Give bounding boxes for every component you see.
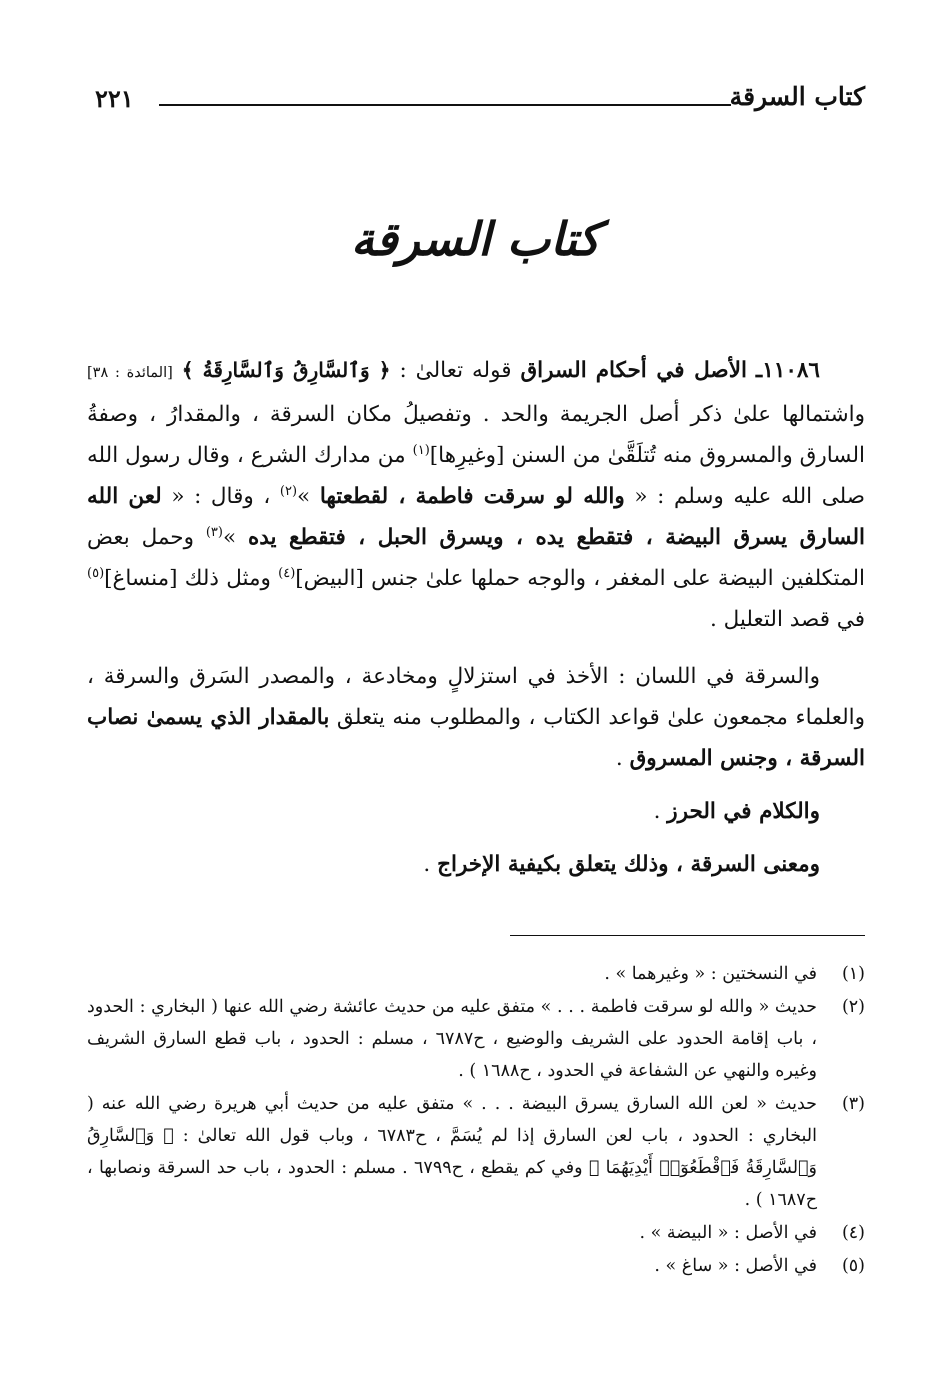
footnote-text: في النسختين : « وغيرهما » . (604, 964, 817, 984)
footnote (87, 1250, 865, 1282)
chapter-title: كتاب السرقة (351, 212, 600, 266)
footnote-number: (٤) (841, 1223, 865, 1243)
footnote-ref[interactable]: (٢) (279, 483, 298, 499)
paragraph-2 (87, 656, 865, 779)
header-rule (159, 104, 731, 106)
footnote (87, 1088, 865, 1216)
text-segment: قوله تعالىٰ : (399, 358, 512, 383)
text-segment: والسرقة في اللسان : الأخذ في استزلالٍ ومخادعة ، والمصدر السَرق والسرقة ، والعلماء مجمعون علىٰ قواعد الكتاب ، والمطلوب منه يتعلق (87, 664, 866, 730)
footnote (87, 991, 865, 1087)
footnote-number: (٣) (841, 1094, 865, 1114)
footnote-text: في الأصل : « البيضة » . (639, 1223, 817, 1243)
footnote-number: (١) (841, 964, 865, 984)
bold-term: بالمقدار الذي يسمىٰ نصاب السرقة ، وجنس المسروق (87, 705, 865, 771)
hadith-text: والله لو سرقت فاطمة ، لقطعتها (319, 484, 625, 509)
footnote-text: حديث « والله لو سرقت فاطمة . . . » متفق عليه من حديث عائشة رضي الله عنها ( البخاري : الحدود ، باب إقامة الحدود على الشريف والوضيع ، ح٦٧٨٧ ، مسلم : الحدود ، باب قطع السارق الشريف وغيره والنهي عن الشفاعة في الحدود ، ح١٦٨٨ ) . (87, 997, 817, 1081)
paragraph-3 (87, 791, 865, 832)
text-segment: » (222, 525, 237, 550)
footnote-ref[interactable]: (٥) (87, 565, 105, 581)
footnote-ref[interactable]: (١) (412, 442, 430, 458)
footnote (87, 958, 865, 990)
text-segment: وحمل بعض المتكلفين البيضة على المغفر ، والوجه حملها علىٰ جنس [البيض] (87, 525, 865, 591)
footnotes (87, 958, 865, 1283)
text-segment: » (297, 484, 311, 509)
running-header-title: كتاب السرقة (729, 82, 865, 111)
main-text (87, 350, 865, 885)
paragraph-4 (87, 844, 865, 885)
text-segment: في قصد التعليل . (709, 607, 865, 632)
verse-reference: [المائدة : ٣٨] (87, 365, 173, 381)
footnote-number: (٥) (841, 1256, 865, 1276)
text-segment: ، وقال : « (171, 484, 271, 509)
footnote-number: (٢) (841, 997, 865, 1017)
text-segment: . (653, 799, 661, 824)
text-segment: الأصل في أحكام (595, 358, 747, 383)
footnote-text: حديث « لعن الله السارق يسرق البيضة . . . » متفق عليه من حديث أبي هريرة رضي الله عنه ( البخاري : الحدود ، باب لعن السارق إذا لم يُسَمَّ ، ح٦٧٨٣ ، وباب قول الله تعالىٰ : ﴿ وَٱلسَّارِقُ وَٱلسَّارِقَةُ فَٱقْطَعُوٓا۟ أَيْدِيَهُمَا ﴾ وفي كم يقطع ، ح٦٧٩٩ . مسلم : الحدود ، باب حد السرقة ونصابها ، ح١٦٨٧ ) . (87, 1094, 818, 1210)
footnote (87, 1217, 865, 1249)
text-segment: . (423, 852, 431, 877)
text-segment: ومثل ذلك [منساغ] (104, 566, 271, 591)
bold-term: السراق (520, 358, 587, 383)
section-number: ١١٠٨٦ـ (755, 358, 820, 383)
text-segment: واشتمالها علىٰ ذكر أصل الجريمة والحد . وتفصيلُ مكان السرقة ، والمقدارُ ، وصفةُ السارق والمسروق منه تُتلَقَّىٰ من السنن [وغيرِها] (87, 402, 865, 468)
page-number: ٢٢١ (95, 84, 134, 113)
text-segment: من مدارك الشرع ، وقال رسول الله صلى الله عليه وسلم : « (87, 443, 866, 509)
bold-term: ومعنى السرقة ، وذلك يتعلق بكيفية الإخراج (437, 852, 820, 877)
hadith-text: لعن الله السارق يسرق البيضة ، فتقطع يده ، ويسرق الحبل ، فتقطع يده (87, 484, 865, 550)
footnote-ref[interactable]: (٣) (205, 524, 223, 540)
text-segment: . (615, 746, 623, 771)
quran-verse: ﴿ وَٱلسَّارِقُ وَٱلسَّارِقَةُ ﴾ (181, 358, 391, 382)
footnote-text: في الأصل : « ساغ » . (654, 1256, 817, 1276)
paragraph-1 (87, 350, 865, 640)
footnote-ref[interactable]: (٤) (278, 565, 296, 581)
bold-term: والكلام في الحرز (667, 799, 820, 824)
footnote-separator (510, 935, 865, 936)
running-header (95, 82, 865, 116)
